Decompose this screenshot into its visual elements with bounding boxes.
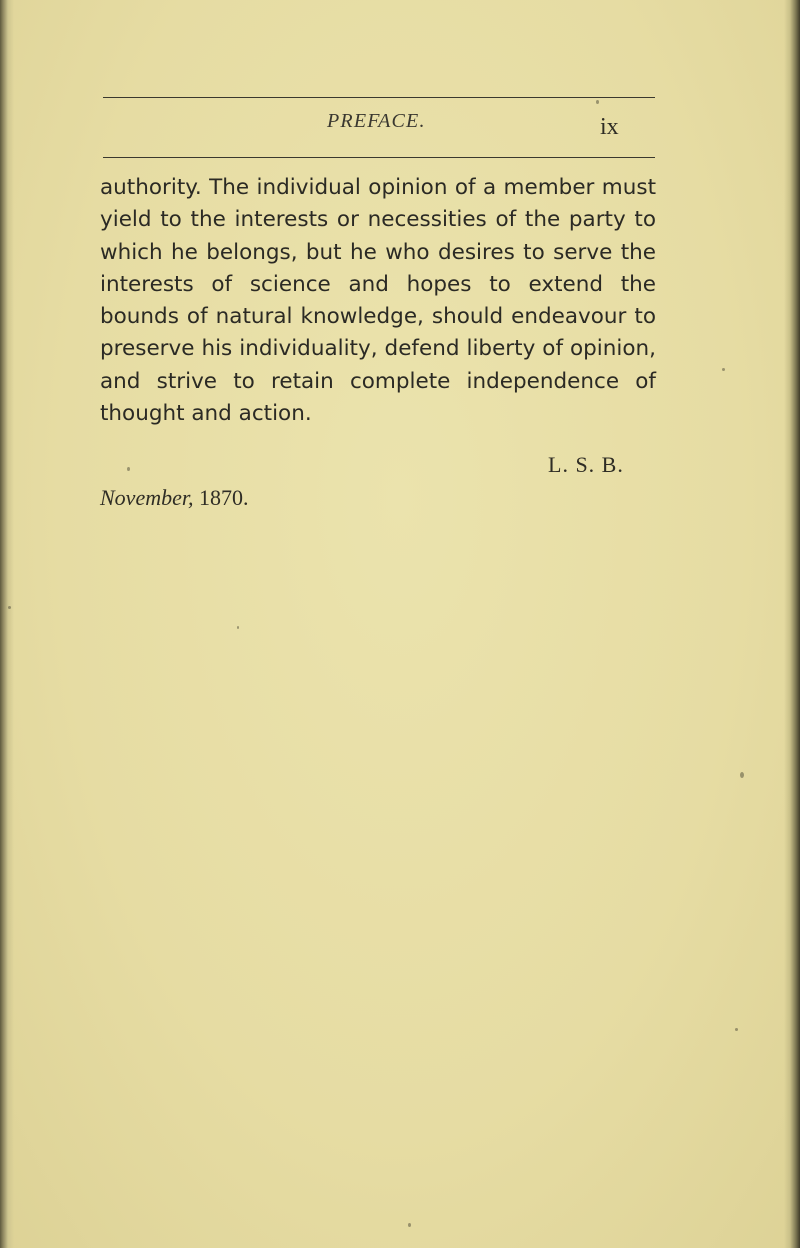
running-title: PREFACE.	[327, 110, 426, 132]
paper-speck	[237, 626, 239, 629]
paper-speck	[8, 606, 11, 609]
page-left-edge	[0, 0, 14, 1248]
paper-speck	[740, 772, 744, 778]
paper-speck	[735, 1028, 738, 1031]
header-rule-bottom	[103, 157, 655, 158]
body-paragraph: authority. The individual opinion of a member must yield to the interests or necessities of the party to which he belongs, but he who desires to serve the interests of science and hopes to extend the bounds of natural knowledge, should endeavour to preserve his individuality, defend liberty of opinion, and strive to retain complete independence of thought and action.	[100, 175, 656, 427]
dateline	[100, 485, 248, 511]
dateline-year: 1870.	[198, 485, 249, 510]
author-initials: L. S. B.	[548, 452, 624, 477]
paper-speck	[408, 1223, 411, 1227]
paper-speck	[596, 100, 599, 104]
paper-speck	[127, 467, 130, 471]
paper-speck	[722, 368, 725, 371]
page-right-edge	[784, 0, 800, 1248]
dateline-month: November,	[100, 485, 194, 510]
running-head	[0, 110, 800, 144]
header-rule-top	[103, 97, 655, 98]
page-number: ix	[600, 114, 619, 140]
